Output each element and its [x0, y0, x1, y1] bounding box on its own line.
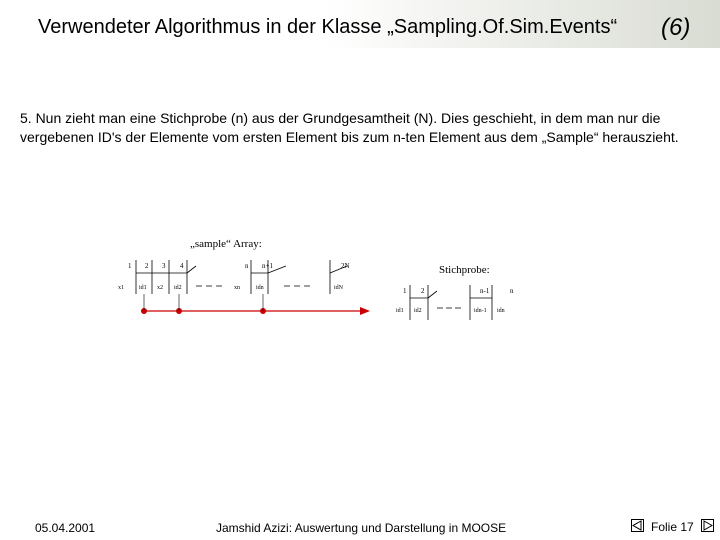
stichprobe-index: 1: [403, 287, 407, 295]
stichprobe-label: Stichprobe:: [439, 264, 490, 276]
sample-cell: idn: [256, 285, 264, 291]
sample-index: 4: [180, 262, 184, 270]
stichprobe-index: n-1: [480, 287, 490, 295]
slide-number: Folie 17: [651, 520, 694, 534]
sample-array-frame: [136, 260, 347, 294]
slide-paragraph: 5. Nun zieht man eine Stichprobe (n) aus der Grundgesamtheit (N). Dies geschieht, in dem man nur die vergebenen ID's der Elemente vom ersten Element bis zum n-ten Element aus dem „Sample“ herauszieht.: [20, 110, 679, 145]
sample-index: n: [245, 262, 249, 270]
stichprobe-index: 2: [421, 287, 425, 295]
sample-index: 2N: [341, 262, 350, 270]
sample-index: n+1: [262, 262, 273, 270]
sample-array-label: „sample“ Array:: [190, 238, 262, 250]
sample-index: 1: [128, 262, 132, 270]
selection-arrow: [141, 294, 370, 315]
nav-next-icon[interactable]: [701, 519, 714, 532]
sample-cell: id2: [174, 285, 182, 291]
stichprobe-cell: idn-1: [474, 308, 487, 314]
stichprobe-cell: id2: [414, 308, 422, 314]
sample-index: 3: [162, 262, 166, 270]
sample-cell: xn: [234, 285, 240, 291]
footer-date: 05.04.2001: [35, 521, 96, 535]
sample-cell: x1: [118, 285, 124, 291]
stichprobe-cell: idn: [497, 308, 505, 314]
stichprobe-cell: id1: [396, 308, 404, 314]
sample-cell: id1: [139, 285, 147, 291]
stichprobe-index: n: [510, 287, 514, 295]
sample-index: 2: [145, 262, 149, 270]
nav-prev-icon[interactable]: [631, 519, 644, 532]
slide-title-number: (6): [661, 14, 691, 41]
sample-cell: x2: [157, 285, 163, 291]
sample-cell: idN: [334, 285, 343, 291]
footer-author: Jamshid Azizi: Auswertung und Darstellung in MOOSE: [216, 521, 507, 535]
slide-title: Verwendeter Algorithmus in der Klasse „Sampling.Of.Sim.Events“: [38, 16, 618, 38]
